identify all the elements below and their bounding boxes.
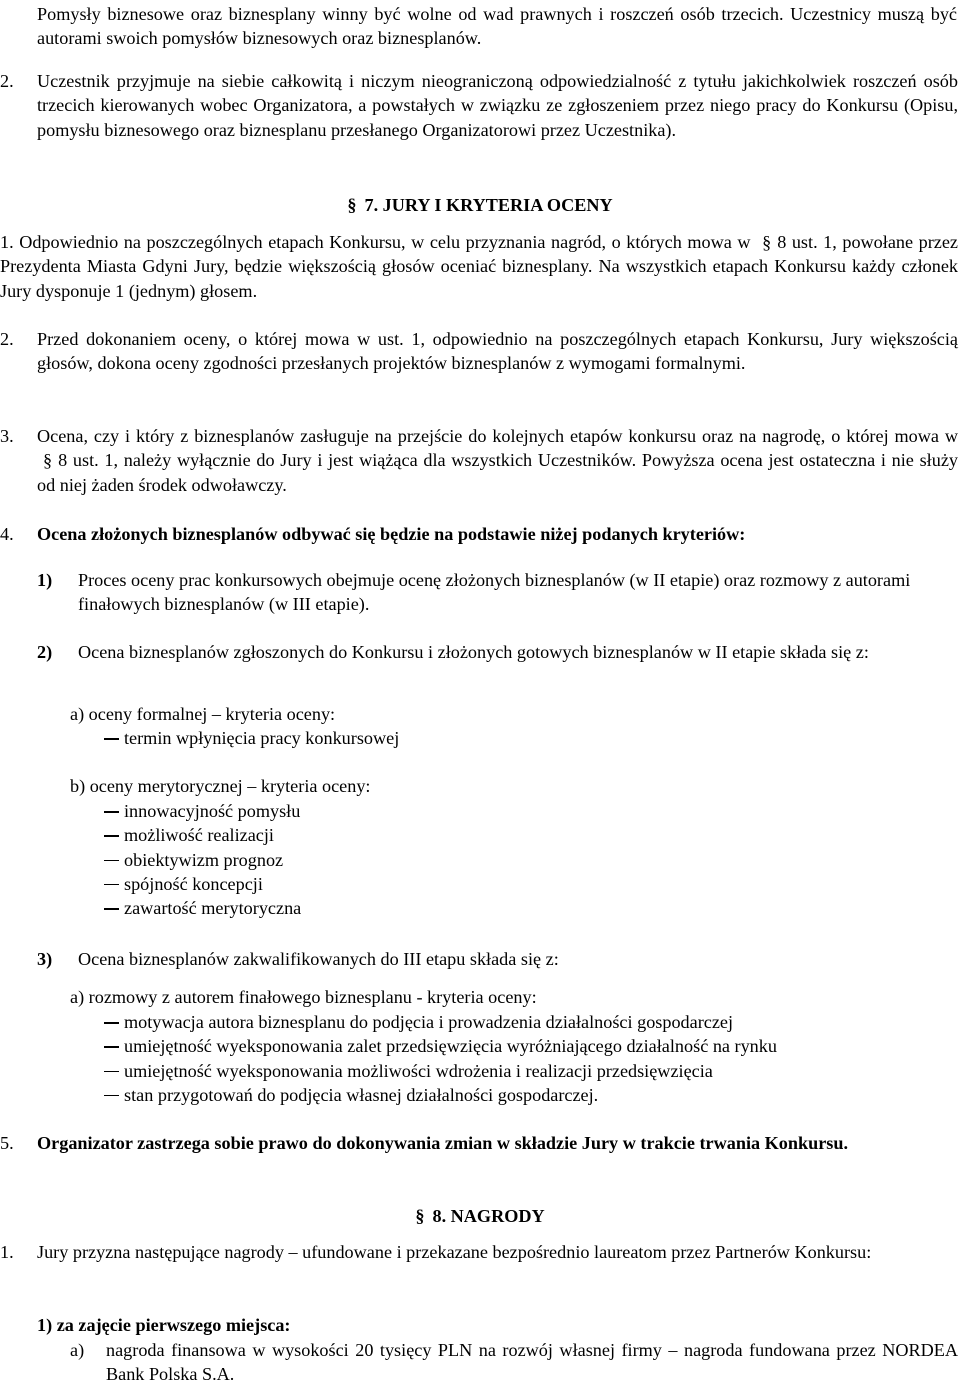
list-item: umiejętność wyeksponowania zalet przedsięwzięcia wyróżniającego działalność na rynku [70,1034,777,1058]
section-mark: § [43,450,53,471]
paragraph-number: 1. [0,1242,14,1262]
section7-title: 7. JURY I KRYTERIA OCENY [364,195,613,215]
list-item: zawartość merytoryczna [70,896,301,920]
paragraph-text: Organizator zastrzega sobie prawo do dokonywania zmian w składzie Jury w trakcie trwania Konkursu. [37,1133,849,1153]
item-text: Proces oceny prac konkursowych obejmuje ocenę złożonych biznesplanów (w II etapie) oraz rozmowy z autorami finałowych biznesplanów (w III etapie). [78,570,911,615]
list-item: termin wpłynięcia pracy konkursowej [70,726,399,750]
section6-paragraph-2 [0,69,958,142]
paragraph-text-after: 8 ust. 1, należy wyłącznie do Jury i jest wiążąca dla wszystkich Uczestników. Powyższa ocena jest ostateczna i nie służy od niej żaden środek odwoławczy. [37,450,958,495]
section-mark: § [762,232,772,252]
formal-criteria-list [70,726,399,750]
paragraph-number: 1. [0,232,14,252]
list-item: innowacyjność pomysłu [70,799,301,823]
paragraph-number: 5. [0,1133,14,1153]
section7-heading [0,193,960,217]
merit-criteria-label: b) oceny merytorycznej – kryteria oceny: [70,776,371,796]
item-number: 2) [37,642,53,662]
paragraph-number: 4. [0,524,14,544]
section8-paragraph-1 [0,1240,958,1264]
section7-paragraph-5 [0,1131,958,1155]
section8-heading [0,1204,960,1228]
section8-title: 8. NAGRODY [432,1206,545,1226]
item-text: Ocena biznesplanów zakwalifikowanych do III etapu składa się z: [78,949,559,969]
list-item: możliwość realizacji [70,823,301,847]
formal-criteria-label: a) oceny formalnej – kryteria oceny: [70,704,336,724]
item-number: 1) [37,570,53,590]
paragraph-text-before: Odpowiednio na poszczególnych etapach Konkursu, w celu przyznania nagród, o których mowa w [19,232,751,252]
section7-paragraph-2 [0,327,958,376]
list-item: stan przygotowań do podjęcia własnej działalności gospodarczej. [70,1083,777,1107]
first-place-item [70,1338,958,1387]
paragraph-number: 2. [0,329,14,349]
item-text: nagroda finansowa w wysokości 20 tysięcy PLN na rozwój własnej firmy – nagroda fundowana przez NORDEA Bank Polska S.A. [106,1340,958,1385]
paragraph-text: Przed dokonaniem oceny, o której mowa w ust. 1, odpowiednio na poszczególnych etapach Konkursu, Jury większością głosów, dokona oceny zgodności przesłanych projektów biznesplanów z wymogami formalnymi. [37,329,958,374]
criteria-item-2 [37,640,957,664]
paragraph-text [37,424,958,497]
paragraph-text: Jury przyzna następujące nagrody – ufundowane i przekazane bezpośrednio laureatom przez Partnerów Konkursu: [37,1242,872,1262]
paragraph-text-before: Ocena, czy i który z biznesplanów zasługuje na przejście do kolejnych etapów konkursu oraz na nagrodę, o której mowa w [37,426,958,446]
interview-criteria-list [70,1010,777,1107]
merit-criteria-list [70,799,301,920]
section-mark: § [415,1206,425,1226]
interview-criteria-label: a) rozmowy z autorem finałowego biznesplanu - kryteria oceny: [70,987,537,1007]
list-item: obiektywizm prognoz [70,848,301,872]
criteria-item-3 [37,947,957,971]
paragraph-text: Uczestnik przyjmuje na siebie całkowitą i niczym nieograniczoną odpowiedzialność z tytułu jakichkolwiek roszczeń osób trzecich kierowanych wobec Organizatora, a powstałych w związku ze zgłoszeniem przez niego pracy do Konkursu (Opisu, pomysłu biznesowego oraz biznesplanu przesłanego Organizatorowi przez Uczestnika). [37,71,958,140]
criteria-item-1 [37,568,957,617]
paragraph-number: 3. [0,426,14,446]
item-number: a) [70,1340,85,1360]
paragraph-text [0,230,958,303]
list-item: umiejętność wyeksponowania możliwości wdrożenia i realizacji przedsięwzięcia [70,1059,777,1083]
section7-paragraph-1 [0,230,958,303]
list-item: spójność koncepcji [70,872,301,896]
section-mark: § [347,195,357,215]
first-place-label: 1) za zajęcie pierwszego miejsca: [37,1315,291,1335]
item-number: 3) [37,949,53,969]
section7-paragraph-4 [0,522,958,546]
intro-paragraph: Pomysły biznesowe oraz biznesplany winny być wolne od wad prawnych i roszczeń osób trzecich. Uczestnicy muszą być autorami swoich pomysłów biznesowych oraz biznesplanów. [37,4,957,49]
item-text: Ocena biznesplanów zgłoszonych do Konkursu i złożonych gotowych biznesplanów w II etapie składa się z: [78,642,869,662]
section7-paragraph-3 [0,424,958,497]
paragraph-text: Ocena złożonych biznesplanów odbywać się będzie na podstawie niżej podanych kryteriów: [37,524,746,544]
paragraph-number: 2. [0,71,14,91]
list-item: motywacja autora biznesplanu do podjęcia i prowadzenia działalności gospodarczej [70,1010,777,1034]
paragraph-text-after: 8 ust. 1, powołane przez Prezydenta Miasta Gdyni Jury, będzie większością głosów oceniać biznesplany. Na wszystkich etapach Konkursu każdy członek Jury dysponuje 1 (jednym) głosem. [0,232,958,301]
